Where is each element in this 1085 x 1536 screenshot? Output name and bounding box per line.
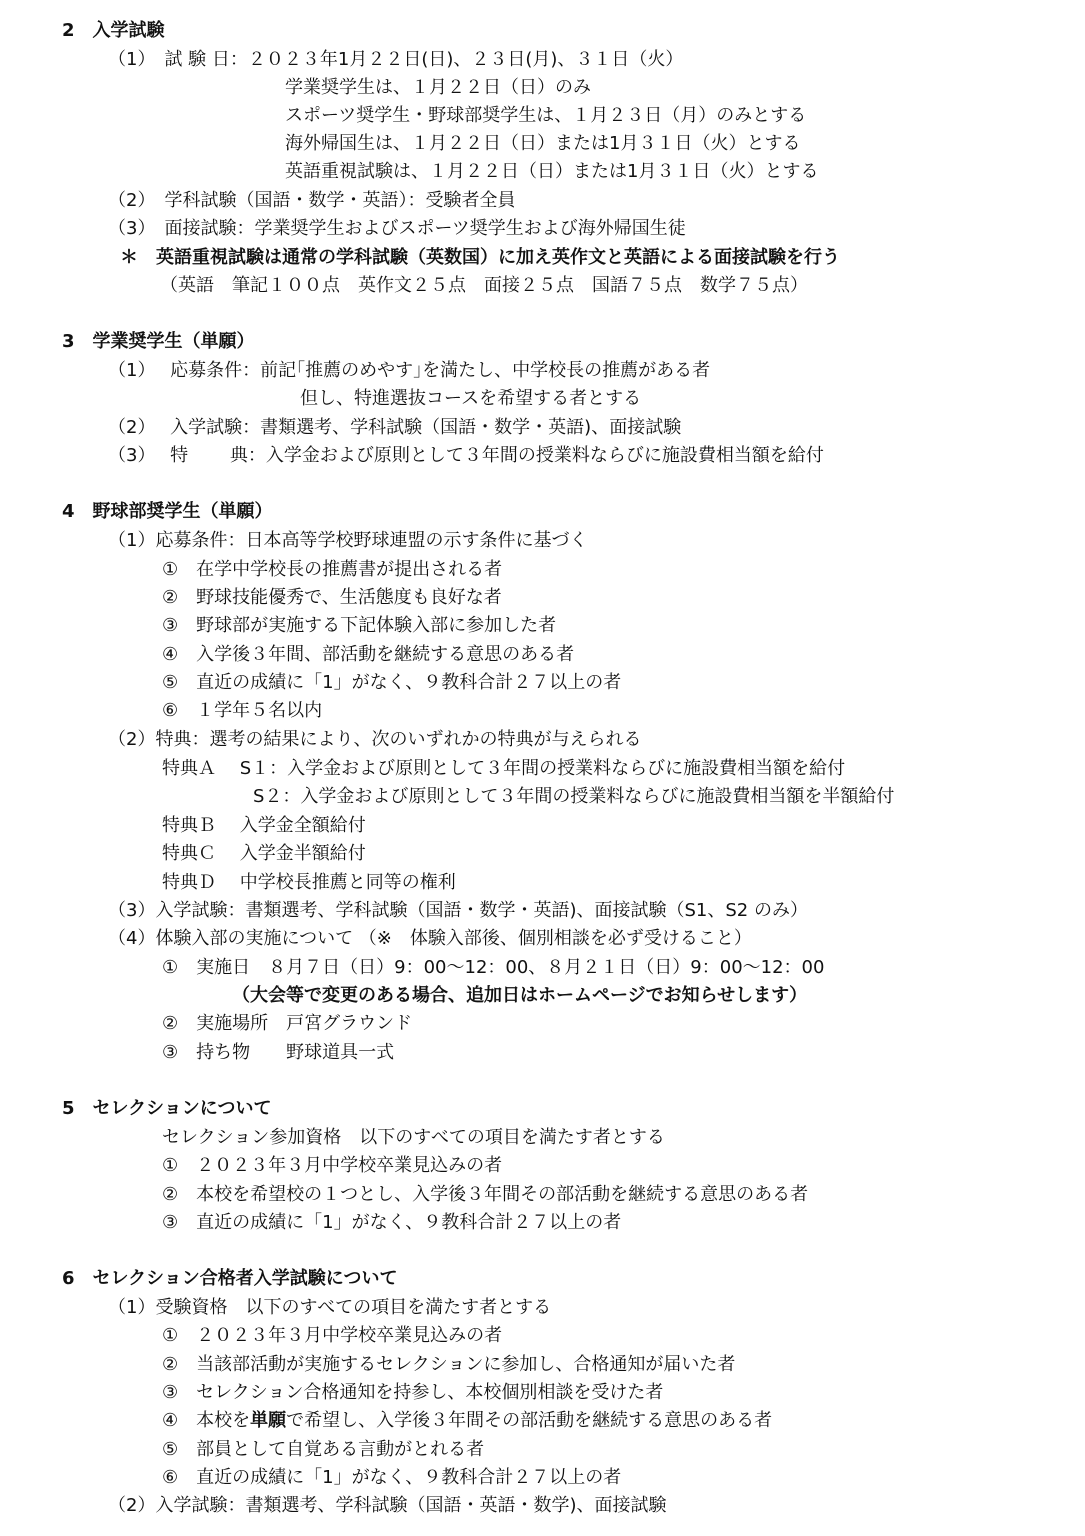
benefit-a-s1: 特典Ａ S１：入学金および原則として３年間の授業料ならびに施設費相当額を給付	[162, 758, 846, 779]
s6-condition-2: ② 当該部活動が実施するセレクションに参加し、合格通知が届いた者	[162, 1354, 736, 1375]
benefit-d: 特典Ｄ 中学校長推薦と同等の権利	[162, 872, 456, 893]
s3-exam-line: （2） 入学試験：書類選考、学科試験（国語・数学・英語)、面接試験	[108, 417, 682, 438]
s5-qualification-line: セレクション参加資格 以下のすべての項目を満たす者とする	[162, 1127, 665, 1148]
interview-exam-line: （3） 面接試験：学業奨学生およびスポーツ奨学生および海外帰国生徒	[108, 218, 686, 239]
section-6-heading: 6 セレクション合格者入学試験について	[62, 1268, 398, 1289]
benefit-b: 特典Ｂ 入学金全額給付	[162, 815, 366, 836]
exam-date-note-1: 学業奨学生は、１月２２日（日）のみ	[285, 77, 591, 98]
exam-date-note-4: 英語重視試験は、１月２２日（日）または1月３１日（火）とする	[285, 161, 819, 182]
s5-condition-3: ③ 直近の成績に「1」がなく、９教科合計２７以上の者	[162, 1212, 622, 1233]
s6-condition-4	[162, 1408, 772, 1434]
benefit-c: 特典Ｃ 入学金半額給付	[162, 843, 366, 864]
english-exam-note: ＊ 英語重視試験は通常の学科試験（英数国）に加え英作文と英語による面接試験を行う	[120, 247, 840, 268]
section-3-heading: 3 学業奨学生（単願）	[62, 331, 255, 352]
exam-date-line: （1） 試 験 日：２０２３年1月２２日(日)、２３日(月)、３１日（火）	[108, 49, 684, 70]
s6-condition-6: ⑥ 直近の成績に「1」がなく、９教科合計２７以上の者	[162, 1467, 622, 1488]
s3-benefit-line: （3） 特 典：入学金および原則として３年間の授業料ならびに施設費相当額を給付	[108, 445, 824, 466]
s4-eligibility-line: （1）応募条件：日本高等学校野球連盟の示す条件に基づく	[108, 530, 588, 551]
exam-date-note-3: 海外帰国生は、１月２２日（日）または1月３１日（火）とする	[285, 133, 801, 154]
s6-condition-4-prefix: ④ 本校を	[162, 1410, 251, 1431]
s5-condition-1: ① ２０２３年３月中学校卒業見込みの者	[162, 1155, 503, 1176]
s4-condition-2: ② 野球技能優秀で、生活態度も良好な者	[162, 587, 502, 608]
s3-eligibility-line: （1） 応募条件：前記｢推薦のめやす｣を満たし、中学校長の推薦がある者	[108, 360, 711, 381]
s6-exam-line: （2）入学試験：書類選考、学科試験（国語・英語・数学)、面接試験	[108, 1495, 667, 1516]
s6-condition-1: ① ２０２３年３月中学校卒業見込みの者	[162, 1325, 503, 1346]
trial-date-note: （大会等で変更のある場合、追加日はホームページでお知らせします）	[232, 985, 808, 1006]
trial-date: ① 実施日 ８月７日（日）9：00～12：00、８月２１日（日）9：00～12：00	[162, 957, 825, 978]
s6-condition-3: ③ セレクション合格通知を持参し、本校個別相談を受けた者	[162, 1382, 664, 1403]
s6-condition-5: ⑤ 部員として自覚ある言動がとれる者	[162, 1439, 485, 1460]
s4-exam-line: （3）入学試験：書類選考、学科試験（国語・数学・英語)、面接試験（S1、S2 のみ）	[108, 900, 808, 921]
s4-condition-4: ④ 入学後３年間、部活動を継続する意思のある者	[162, 644, 575, 665]
s5-condition-2: ② 本校を希望校の１つとし、入学後３年間その部活動を継続する意思のある者	[162, 1184, 809, 1205]
s4-condition-3: ③ 野球部が実施する下記体験入部に参加した者	[162, 615, 557, 636]
section-4-heading: 4 野球部奨学生（単願）	[62, 501, 273, 522]
s4-benefit-line: （2）特典：選考の結果により、次のいずれかの特典が与えられる	[108, 729, 642, 750]
s4-condition-5: ⑤ 直近の成績に「1」がなく、９教科合計２７以上の者	[162, 672, 622, 693]
section-2-heading: 2 入学試験	[62, 20, 165, 41]
s4-condition-6: ⑥ １学年５名以内	[162, 700, 323, 721]
section-5-heading: 5 セレクションについて	[62, 1098, 272, 1119]
trial-place: ② 実施場所 戸宮グラウンド	[162, 1013, 413, 1034]
s3-eligibility-note: 但し、特進選抜コースを希望する者とする	[300, 388, 642, 409]
s6-condition-4-emphasis: 単願	[250, 1410, 287, 1431]
subject-exam-line: （2） 学科試験（国語・数学・英語）：受験者全員	[108, 190, 516, 211]
s4-trial-line: （4）体験入部の実施について （※ 体験入部後、個別相談を必ず受けること）	[108, 928, 752, 949]
s4-condition-1: ① 在学中学校長の推薦書が提出される者	[162, 559, 503, 580]
trial-items: ③ 持ち物 野球道具一式	[162, 1042, 395, 1063]
exam-date-note-2: スポーツ奨学生・野球部奨学生は、１月２３日（月）のみとする	[285, 105, 807, 126]
s6-condition-4-suffix: で希望し、入学後３年間その部活動を継続する意思のある者	[286, 1410, 773, 1431]
s6-qualification-line: （1）受験資格 以下のすべての項目を満たす者とする	[108, 1297, 552, 1318]
english-exam-scores: （英語 筆記１００点 英作文２５点 面接２５点 国語７５点 数学７５点）	[160, 275, 808, 296]
benefit-a-s2: S２：入学金および原則として３年間の授業料ならびに施設費相当額を半額給付	[253, 786, 895, 807]
